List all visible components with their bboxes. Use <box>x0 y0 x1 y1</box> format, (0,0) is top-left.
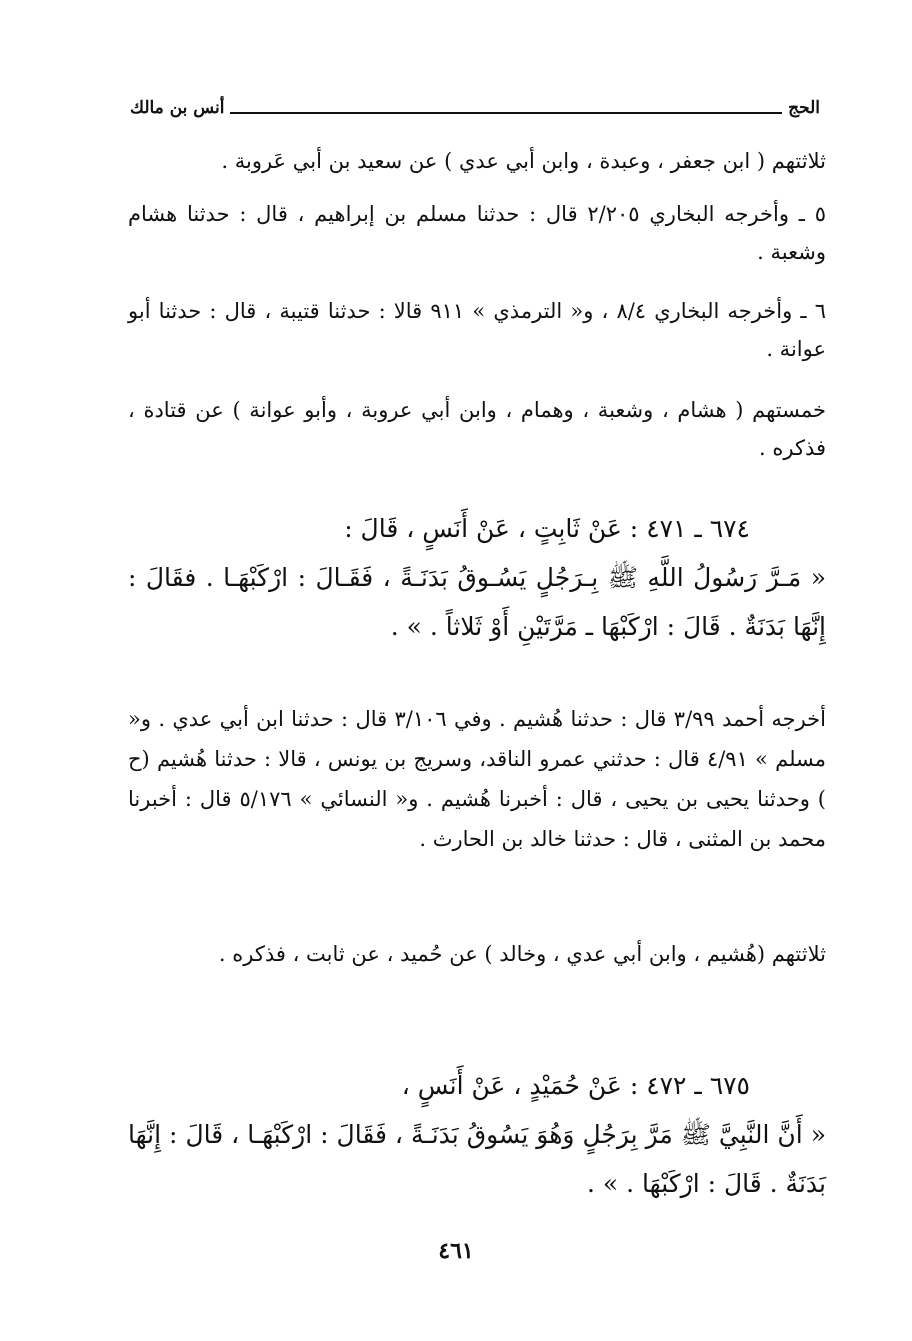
paragraph-2: ٥ ـ وأخرجه البخاري ٢/٢٠٥ قال : حدثنا مسلم بن إبراهيم ، قال : حدثنا هشام وشعبة . <box>128 202 826 264</box>
header-rule <box>230 112 782 114</box>
paragraph-6: ثلاثتهم (هُشيم ، وابن أبي عدي ، وخالد ) عن حُميد ، عن ثابت ، فذكره . <box>218 942 826 966</box>
hadith-675-text: « أَنَّ النَّبِيَّ ﷺ مَرَّ بِرَجُلٍ وَهُوَ يَسُوقُ بَدَنَـةً ، فَقَالَ : ارْكَبْهَـا ، قَالَ : إِنَّهَا بَدَنَةٌ . قَالَ : ارْكَبْهَا . » . <box>128 1119 826 1198</box>
paragraph-1: ثلاثتهم ( ابن جعفر ، وعبدة ، وابن أبي عدي ) عن سعيد بن أبي عَروبة . <box>221 149 826 173</box>
running-header <box>128 92 822 118</box>
hadith-675 <box>128 1062 826 1208</box>
hadith-674-text: « مَـرَّ رَسُولُ اللَّهِ ﷺ بِـرَجُلٍ يَسُـوقُ بَدَنَـةً ، فَقَـالَ : ارْكَبْهَـا . فقَالَ : إِنَّهَا بَدَنَةٌ . قَالَ : ارْكَبْهَا ـ مَرَّتَيْنِ أَوْ ثَلاثاً . » . <box>128 562 826 641</box>
hadith-674 <box>128 505 826 651</box>
section-title: أنس بن مالك <box>130 98 225 118</box>
page-number: ٤٦١ <box>438 1238 474 1264</box>
hadith-675-heading: ٦٧٥ ـ ٤٧٢ : عَنْ حُمَيْدٍ ، عَنْ أَنَسٍ ، <box>401 1071 750 1100</box>
paragraph-4: خمستهم ( هشام ، وشعبة ، وهمام ، وابن أبي عروبة ، وأبو عوانة ) عن قتادة ، فذكره . <box>128 398 826 460</box>
paragraph-3: ٦ ـ وأخرجه البخاري ٨/٤ ، و« الترمذي » ٩١١ قالا : حدثنا قتيبة ، قال : حدثنا أبو عوانة . <box>128 299 826 361</box>
chapter-title: الحج <box>788 98 820 118</box>
hadith-674-heading: ٦٧٤ ـ ٤٧١ : عَنْ ثَابِتٍ ، عَنْ أَنَسٍ ، قَالَ : <box>344 514 750 543</box>
paragraph-5: أخرجه أحمد ٣/٩٩ قال : حدثنا هُشيم . وفي ٣/١٠٦ قال : حدثنا ابن أبي عدي . و« مسلم » ٤/٩١ قال : حدثني عمرو الناقد، وسريج بن يونس ، قالا : حدثنا هُشيم (ح ) وحدثنا يحيى بن يحيى ، قال : أخبرنا هُشيم . و« النسائي » ٥/١٧٦ قال : أخبرنا محمد بن المثنى ، قال : حدثنا خالد بن الحارث . <box>128 707 827 851</box>
